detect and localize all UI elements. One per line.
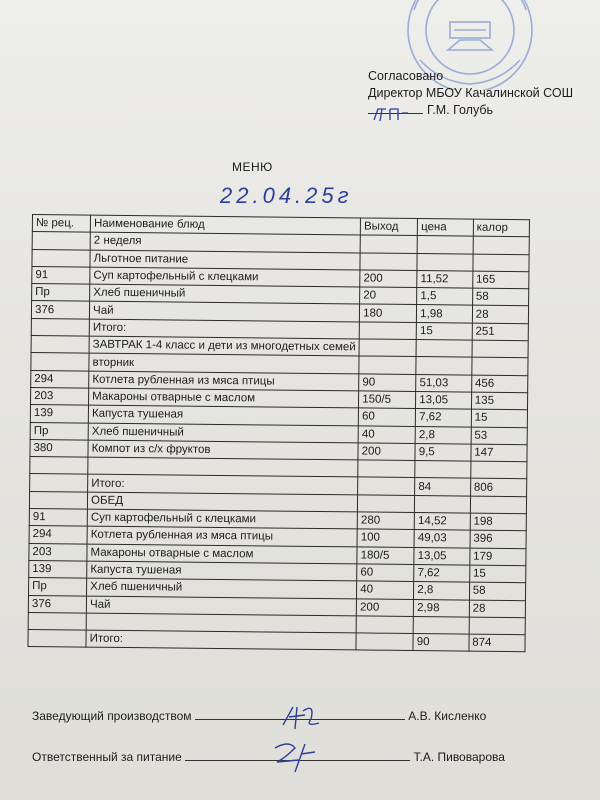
cell-code [31,353,89,371]
cell-out [358,477,415,495]
cell-cal: 198 [470,513,526,531]
manager-name: А.В. Кисленко [408,709,487,723]
cell-cal [473,254,529,272]
cell-code: 139 [30,405,88,423]
cell-cal [473,236,529,254]
cell-name: Капуста тушеная [87,561,357,581]
cell-price: 2,8 [414,582,470,600]
approval-heading: Согласовано [368,69,444,83]
header-cell: цена [418,219,474,237]
cell-out [358,460,415,478]
cell-price: 11,52 [417,270,473,288]
cell-cal: 147 [471,444,527,462]
cell-price: 9,5 [415,443,471,461]
responsible-name: Т.А. Пивоварова [413,750,505,764]
manager-line [32,709,486,723]
cell-name: Суп картофельный с клецками [90,267,360,287]
cell-cal: 135 [471,392,527,410]
cell-cal: 53 [471,427,527,445]
header-cell: № рец. [32,215,90,233]
cell-out: 200 [358,443,415,461]
cell-price: 2,8 [415,426,471,444]
cell-price: 7,62 [416,409,472,427]
cell-out [358,495,415,513]
cell-out: 40 [358,425,415,443]
cell-name: Льготное питание [90,250,360,270]
cell-out: 100 [357,529,414,547]
cell-price: 49,03 [414,530,470,548]
cell-out: 280 [357,512,414,530]
cell-cal [472,340,528,358]
cell-cal [470,461,526,479]
header-cell: Выход [360,218,417,236]
cell-name: Макароны отварные с маслом [89,388,359,408]
cell-price: 15 [416,322,472,340]
cell-cal: 179 [470,548,526,566]
cell-price [416,340,472,358]
cell-code: 203 [29,543,87,561]
cell-name: Компот из с/х фруктов [88,440,358,460]
cell-cal: 15 [471,409,527,427]
cell-name: Суп картофельный с клецками [87,509,357,529]
approval-signature-line [368,102,573,119]
cell-out: 150/5 [359,391,416,409]
cell-name: 2 неделя [90,232,360,252]
cell-code: Пр [32,284,90,302]
cell-name: ОБЕД [87,492,357,512]
director-signature [368,113,423,114]
cell-name: вторник [89,353,359,373]
cell-code [31,318,89,336]
cell-out: 180/5 [357,547,414,565]
cell-name: Итого: [86,630,356,650]
cell-code: 294 [31,370,89,388]
cell-price: 14,52 [414,513,470,531]
responsible-signature [185,760,410,761]
cell-name: Итого: [89,319,359,339]
cell-cal: 806 [470,479,526,497]
cell-code: 376 [31,301,89,319]
cell-cal [472,357,528,375]
cell-price: 13,05 [416,391,472,409]
cell-code: 294 [29,526,87,544]
cell-price: 1,98 [417,305,473,323]
cell-code [28,612,86,630]
cell-code: 91 [32,266,90,284]
header-cell: калор [473,219,529,237]
approval-block [368,68,573,119]
cell-out [360,253,417,271]
approval-director: Директор МБОУ Качалинской СОШ [368,86,574,100]
cell-name: ЗАВТРАК 1-4 класс и дети из многодетных семей [89,336,359,356]
cell-code: Пр [30,422,88,440]
cell-out [356,616,413,634]
cell-price [417,253,473,271]
cell-code [29,491,87,509]
cell-price: 84 [415,478,471,496]
cell-name: Капуста тушеная [88,405,358,425]
cell-code: Пр [29,578,87,596]
cell-price: 90 [413,634,469,652]
page-title: МЕНЮ [232,160,273,174]
cell-code [32,249,90,267]
cell-price: 1,5 [417,288,473,306]
cell-out [360,235,417,253]
cell-out: 40 [357,581,414,599]
responsible-label: Ответственный за питание [32,750,182,764]
cell-out: 200 [360,270,417,288]
cell-price [416,357,472,375]
cell-code [30,474,88,492]
cell-code: 376 [28,595,86,613]
cell-name: Хлеб пшеничный [90,284,360,304]
cell-cal: 165 [472,271,528,289]
cell-out: 180 [360,304,417,322]
handwritten-date: 22.04.25г [220,183,353,208]
cell-code: 380 [30,439,88,457]
cell-cal: 15 [469,565,525,583]
cell-cal: 874 [469,634,525,652]
manager-label: Заведующий производством [32,709,192,723]
cell-out [359,339,416,357]
cell-code: 203 [31,387,89,405]
cell-code [30,457,88,475]
cell-code [28,630,86,648]
cell-price [415,461,471,479]
cell-name: Чай [89,302,359,322]
cell-code: 139 [29,560,87,578]
responsible-line [32,750,505,764]
cell-price: 13,05 [414,547,470,565]
menu-table [27,214,530,653]
cell-out [356,633,413,651]
cell-out: 20 [360,287,417,305]
cell-cal: 396 [470,530,526,548]
cell-price [415,495,471,513]
cell-code [32,232,90,250]
director-name: Г.М. Голубь [427,103,494,117]
cell-price [417,236,473,254]
cell-out [359,356,416,374]
cell-price: 2,98 [414,599,470,617]
cell-cal: 456 [471,375,527,393]
cell-cal: 58 [472,288,528,306]
cell-name: Котлета рубленная из мяса птицы [87,526,357,546]
cell-out: 60 [357,564,414,582]
cell-out: 90 [359,374,416,392]
cell-code [31,336,89,354]
cell-cal: 28 [469,600,525,618]
cell-out: 60 [358,408,415,426]
cell-out [359,322,416,340]
cell-cal [469,617,525,635]
cell-cal: 28 [472,306,528,324]
cell-cal [470,496,526,514]
cell-name: Итого: [88,475,358,495]
cell-name: Котлета рубленная из мяса птицы [89,371,359,391]
cell-cal: 58 [469,582,525,600]
cell-price: 51,03 [416,374,472,392]
cell-price [413,616,469,634]
cell-name: Чай [86,596,356,616]
cell-cal: 251 [472,323,528,341]
cell-name: Хлеб пшеничный [87,578,357,598]
manager-signature [195,719,405,720]
cell-code: 91 [29,509,87,527]
header-cell: Наименование блюд [90,215,360,235]
cell-price: 7,62 [414,564,470,582]
cell-name: Хлеб пшеничный [88,423,358,443]
cell-out: 200 [356,598,413,616]
cell-name: Макароны отварные с маслом [87,544,357,564]
